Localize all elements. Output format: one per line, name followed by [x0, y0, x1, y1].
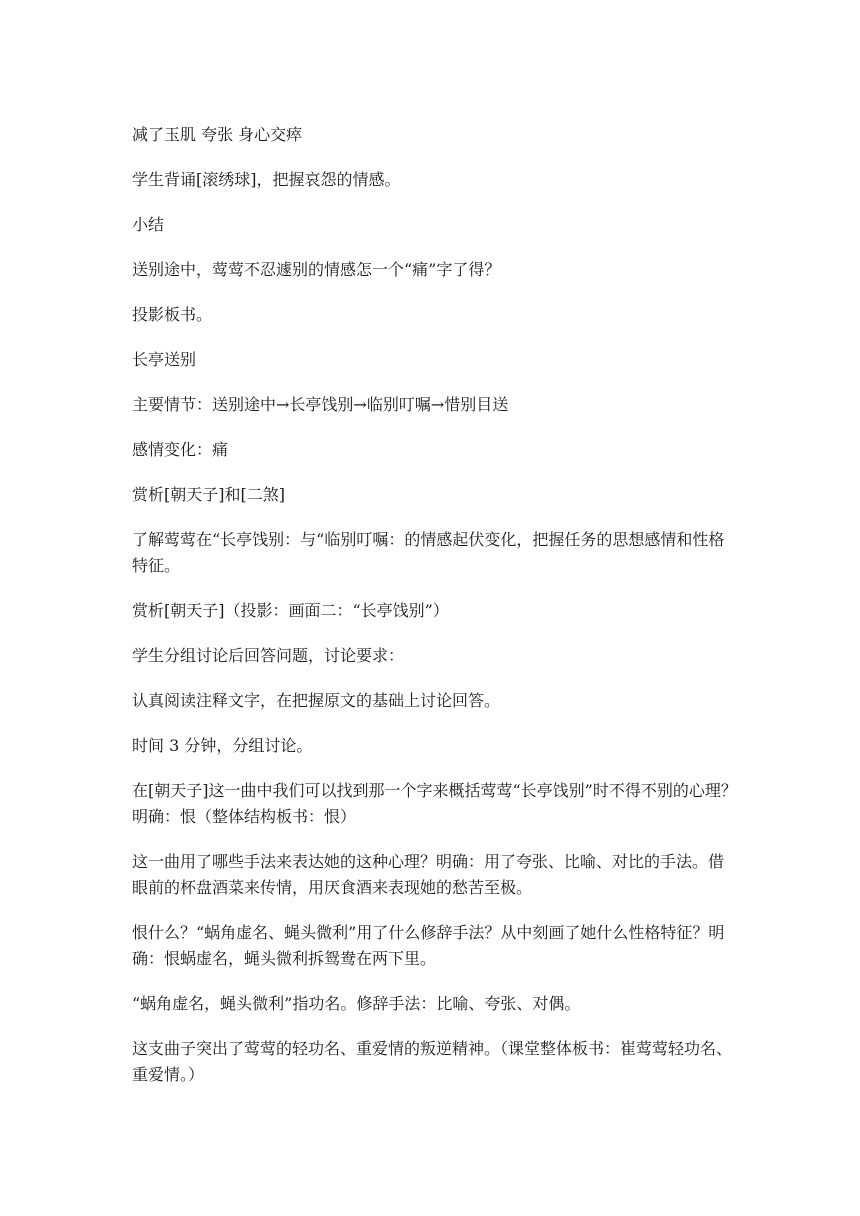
paragraph-12: 学生分组讨论后回答问题，讨论要求：	[132, 646, 405, 665]
paragraph-10: 了解莺莺在“长亭饯别：与“临别叮嘱：的情感起伏变化，把握任务的思想感情和性格特征。	[132, 530, 725, 575]
paragraph-6: 长亭送别	[132, 350, 197, 369]
paragraph-8: 感情变化：痛	[132, 440, 229, 459]
paragraph-7: 主要情节：送别途中→长亭饯别→临别叮嘱→惜别目送	[132, 395, 509, 414]
paragraph-9: 赏析[朝天子]和[二煞]	[132, 485, 285, 504]
paragraph-5: 投影板书。	[132, 305, 213, 324]
paragraph-17: 恨什么？“蜗角虚名、蝇头微利”用了什么修辞手法？从中刻画了她什么性格特征？明确：恨蜗虚名，蝇头微利拆鸳鸯在两下里。	[132, 923, 725, 968]
paragraph-4: 送别途中，莺莺不忍遽别的情感怎一个“痛”字了得？	[132, 260, 501, 279]
paragraph-15: 在[朝天子]这一曲中我们可以找到那一个字来概括莺莺“长亭饯别”时不得不别的心理？明确：恨（整体结构板书：恨）	[132, 781, 737, 826]
paragraph-3: 小结	[132, 215, 165, 234]
paragraph-1: 减了玉肌 夸张 身心交瘁	[132, 125, 303, 144]
paragraph-16: 这一曲用了哪些手法来表达她的这种心理？明确：用了夸张、比喻、对比的手法。借眼前的杯盘酒菜来传情，用厌食酒来表现她的愁苦至极。	[132, 852, 725, 897]
paragraph-11: 赏析[朝天子]（投影：画面二：“长亭饯别”）	[132, 601, 449, 620]
paragraph-2: 学生背诵[滚绣球]，把握哀怨的情感。	[132, 170, 401, 189]
paragraph-19: 这支曲子突出了莺莺的轻功名、重爱情的叛逆精神。（课堂整体板书：崔莺莺轻功名、重爱情。）	[132, 1039, 733, 1084]
paragraph-13: 认真阅读注释文字，在把握原文的基础上讨论回答。	[132, 691, 501, 710]
paragraph-18: “蜗角虚名，蝇头微利”指功名。修辞手法：比喻、夸张、对偶。	[132, 994, 581, 1013]
paragraph-14: 时间 3 分钟，分组讨论。	[132, 736, 313, 755]
document-body	[132, 122, 738, 1107]
